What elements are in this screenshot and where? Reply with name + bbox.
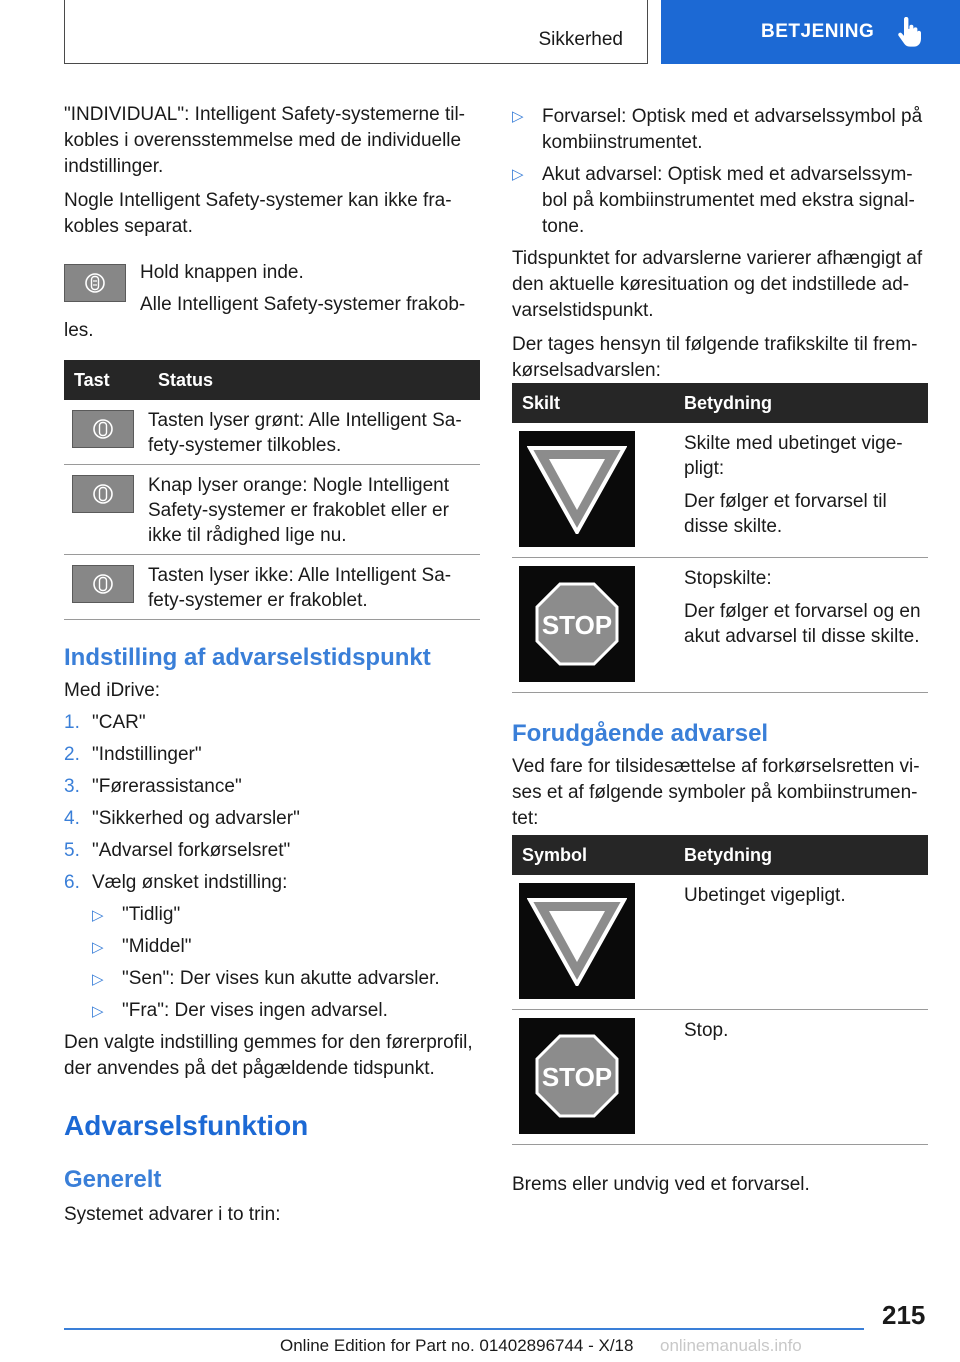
svg-text:STOP: STOP (541, 1062, 613, 1092)
cell-text: Knap lyser orange: Nogle Intelligent (148, 475, 450, 496)
individual-paragraph (64, 102, 480, 180)
table-row (64, 465, 480, 555)
idrive-label: Med iDrive: (64, 680, 161, 701)
cell-text: Tasten lyser ikke: Alle Intelligent Sa- (148, 565, 452, 586)
yield-sign-icon (519, 883, 635, 999)
list-item: 1. "CAR" (64, 712, 146, 733)
list-item: 3. "Førerassistance" (64, 776, 242, 797)
cell-text: Safety-systemer er frakoblet eller er (148, 500, 449, 521)
page-number: 215 (882, 1300, 926, 1330)
col-header-symbol: Symbol (522, 844, 588, 865)
saved-paragraph (64, 1030, 480, 1082)
list-item: 4. "Sikkerhed og advarsler" (64, 808, 300, 829)
list-item: ▷ Forvarsel: Optisk med et advarselssymbol på kombiinstrumentet. (512, 104, 928, 156)
list-item: 6. Vælg ønsket indstilling: (64, 872, 288, 893)
safety-button-icon (64, 264, 126, 302)
section-title: Sikkerhed (538, 29, 623, 50)
heading-text: Forudgående advarsel (512, 720, 769, 747)
table-header (512, 383, 928, 423)
right-column (512, 104, 928, 384)
yield-sign-icon (519, 431, 635, 547)
col-header-sign: Skilt (522, 392, 561, 413)
cell-text: ikke til rådighed lige nu. (148, 525, 347, 546)
list-item: ▷ "Sen": Der vises kun akutte advarsler. (64, 966, 480, 998)
list-item: 5. "Advarsel forkørselsret" (64, 840, 291, 861)
cell-text: fety-systemer er frakoblet. (148, 590, 368, 611)
cell-text: Ubetinget vigepligt. (684, 885, 846, 906)
list-item: ▷ "Fra": Der vises ingen advarsel. (64, 998, 480, 1030)
chapter-tab-label: BETJENING (761, 21, 875, 42)
hold-text: Hold knappen inde. (140, 262, 304, 283)
col-header-status: Status (158, 369, 214, 390)
list-item: 2. "Indstillinger" (64, 744, 202, 765)
safety-button-orange-icon (72, 475, 134, 513)
svg-text:STOP: STOP (541, 610, 613, 640)
heading-text: Advarselsfunktion (64, 1110, 309, 1141)
table-header (512, 835, 928, 875)
text-line: der anvendes på det pågældende tidspunkt. (64, 1058, 435, 1079)
idrive-steps (64, 678, 480, 1082)
triangle-bullet-icon: ▷ (92, 939, 104, 956)
stop-sign-icon (519, 1018, 635, 1134)
status-table (64, 360, 480, 620)
chapter-heading-function (64, 1110, 308, 1142)
section-heading-pre (512, 720, 768, 748)
section-heading-general (64, 1166, 161, 1194)
cell-text: fety-systemer tilkobles. (148, 435, 342, 456)
safety-button-off-icon (72, 565, 134, 603)
left-column (64, 102, 480, 248)
edition-text: Online Edition for Part no. 01402896744 - X/18 (280, 1336, 634, 1355)
text-line: "INDIVIDUAL": Intelligent Safety-systemerne til- (64, 104, 466, 125)
pre-paragraph: Ved fare for tilsidesættelse af forkørselsretten vi- ses et af følgende symboler på kombiinstrumen- tet: (512, 756, 920, 829)
separate-paragraph (64, 188, 480, 240)
stop-sign-icon (519, 566, 635, 682)
cell-text: Tasten lyser grønt: Alle Intelligent Sa- (148, 410, 462, 431)
watermark-site[interactable]: onlinemanuals.info (660, 1336, 802, 1355)
triangle-bullet-icon: ▷ (512, 166, 524, 183)
footer-rule (64, 1328, 864, 1330)
timing-paragraph: Tidspunktet for advarslerne varierer afhængigt af den aktuelle køresituation og det indstillede ad- varselstidspunkt. (512, 248, 923, 321)
table-row: STOP Stopskilte: Der følger et forvarsel og en akut advarsel til disse skilte. (512, 558, 928, 693)
symbol-table (512, 835, 928, 1145)
list-item: ▷ Akut advarsel: Optisk med et advarselssym- bol på kombiinstrumentet med ekstra signal- tone. (512, 162, 928, 240)
triangle-bullet-icon: ▷ (92, 907, 104, 924)
text-line: Den valgte indstilling gemmes for den førerprofil, (64, 1032, 473, 1053)
text-line: kobles i overensstemmelse med de individuelle (64, 130, 462, 151)
text-line: indstillinger. (64, 156, 164, 177)
col-header-meaning: Betydning (684, 392, 772, 413)
signs-paragraph: Der tages hensyn til følgende trafikskilte til frem- kørselsadvarslen: (512, 334, 918, 381)
brake-text: Brems eller undvig ved et forvarsel. (512, 1174, 810, 1195)
triangle-bullet-icon: ▷ (92, 1003, 104, 1020)
table-row (64, 555, 480, 620)
list-item: ▷ "Middel" (64, 934, 480, 966)
table-row (64, 400, 480, 465)
table-row: Skilte med ubetinget vige- pligt: Der følger et forvarsel til disse skilte. (512, 423, 928, 558)
safety-button-green-icon (72, 410, 134, 448)
text-line: Nogle Intelligent Safety-systemer kan ikke fra- (64, 190, 452, 211)
header-box (64, 0, 648, 64)
warns-text: Systemet advarer i to trin: (64, 1204, 281, 1225)
table-row (512, 1010, 928, 1145)
chapter-tab[interactable] (661, 0, 960, 64)
triangle-bullet-icon: ▷ (512, 108, 524, 125)
col-header-key: Tast (74, 369, 110, 390)
cell-text: Stop. (684, 1020, 729, 1041)
section-heading-setting (64, 644, 431, 672)
text-line: kobles separat. (64, 216, 193, 237)
heading-text: Generelt (64, 1166, 162, 1193)
col-header-meaning: Betydning (684, 844, 772, 865)
list-item: ▷ "Tidlig" (64, 902, 480, 934)
heading-text: Indstilling af advarselstidspunkt (64, 644, 431, 671)
signs-table (512, 383, 928, 693)
table-header (64, 360, 480, 400)
hand-pointer-icon (896, 17, 922, 47)
table-row (512, 875, 928, 1010)
triangle-bullet-icon: ▷ (92, 971, 104, 988)
all-off-line2: les. (64, 320, 94, 341)
all-off-line1: Alle Intelligent Safety-systemer frakob- (140, 294, 466, 315)
